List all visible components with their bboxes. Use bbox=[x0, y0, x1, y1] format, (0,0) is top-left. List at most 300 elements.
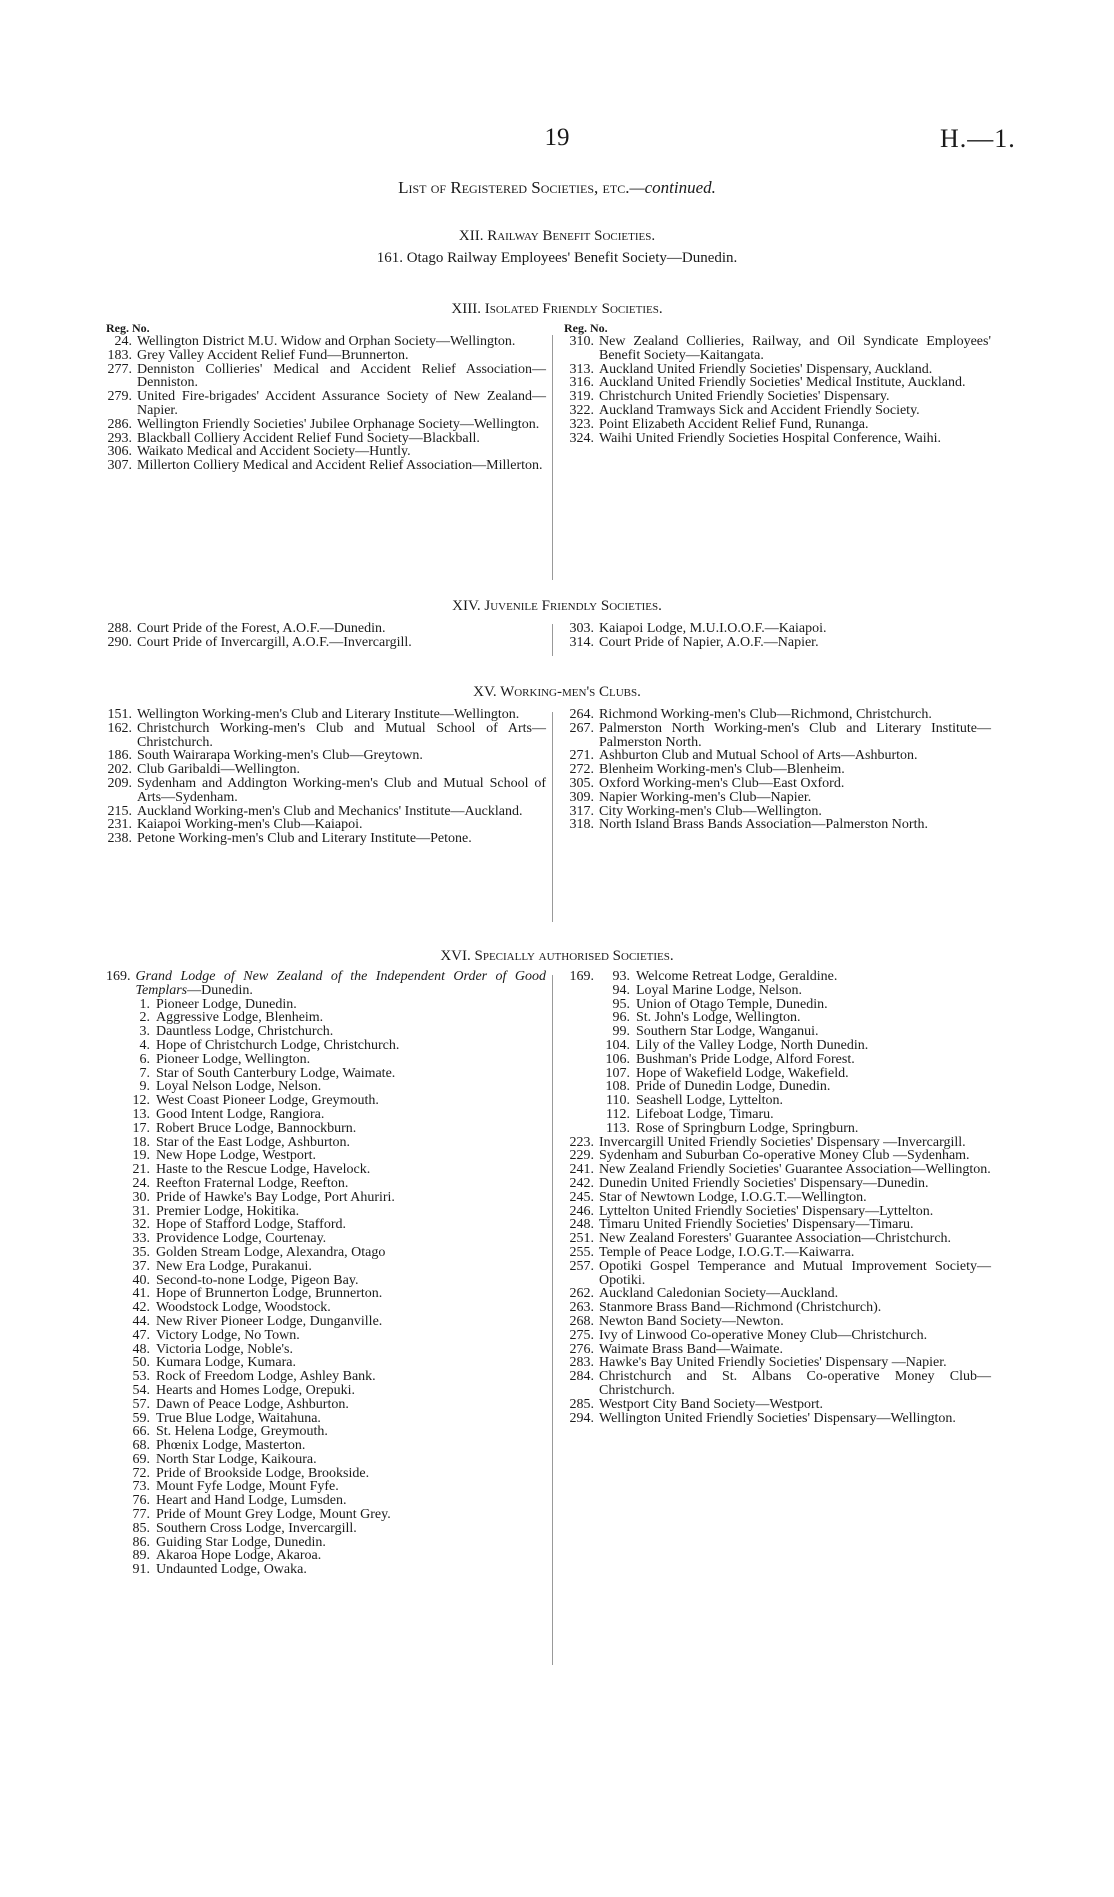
lodge-number: 112. bbox=[606, 1106, 630, 1122]
entry-text: Blackball Colliery Accident Relief Fund Society—Blackball. bbox=[137, 430, 480, 446]
lodge-number: 47. bbox=[132, 1327, 150, 1343]
list-item bbox=[564, 791, 991, 805]
lodge-number: 19. bbox=[132, 1148, 150, 1164]
list-item bbox=[564, 622, 991, 636]
lodge-number: 33. bbox=[132, 1231, 150, 1247]
list-item bbox=[564, 805, 991, 819]
list-item bbox=[564, 722, 991, 750]
special-left-column bbox=[106, 970, 546, 1577]
lodge-text: Undaunted Lodge, Owaka. bbox=[156, 1562, 307, 1578]
lodge-text: Aggressive Lodge, Blenheim. bbox=[156, 1010, 324, 1026]
lodge-number: 93. bbox=[612, 969, 630, 984]
list-item bbox=[564, 1301, 991, 1315]
isolated-right-column bbox=[564, 322, 991, 445]
lodge-item bbox=[106, 1384, 546, 1398]
list-item bbox=[564, 1205, 991, 1219]
lodge-item bbox=[106, 1246, 546, 1260]
lodge-item bbox=[106, 1025, 546, 1039]
lodge-text: Union of Otago Temple, Dunedin. bbox=[636, 996, 828, 1012]
entry-number: 283. bbox=[569, 1355, 594, 1371]
lodge-number: 21. bbox=[132, 1162, 150, 1178]
lodge-item bbox=[106, 1356, 546, 1370]
lodge-number: 41. bbox=[132, 1286, 150, 1302]
isolated-left-column bbox=[106, 322, 546, 473]
entry-text: Christchurch United Friendly Societies' Dispensary. bbox=[599, 389, 890, 405]
lodge-number: 37. bbox=[132, 1258, 150, 1274]
lodge-number: 89. bbox=[132, 1548, 150, 1564]
entry-text: Ashburton Club and Mutual School of Arts—Ashburton. bbox=[599, 748, 918, 764]
entry-text: Timaru United Friendly Societies' Dispensary—Timaru. bbox=[599, 1217, 914, 1233]
lodge-number: 24. bbox=[132, 1175, 150, 1191]
lodge-item bbox=[106, 1343, 546, 1357]
lodge-text: Pride of Mount Grey Lodge, Mount Grey. bbox=[156, 1507, 391, 1523]
reg-no-label: Reg. No. bbox=[564, 321, 608, 335]
entry-text: Sydenham and Addington Working-men's Club and Mutual School of Arts—Sydenham. bbox=[137, 775, 546, 805]
indent-spacer bbox=[564, 984, 600, 998]
lodge-number: 18. bbox=[132, 1134, 150, 1150]
lodge-text: Pride of Brookside Lodge, Brookside. bbox=[156, 1465, 370, 1481]
entry-number: 231. bbox=[107, 817, 132, 833]
lodge-number: 108. bbox=[605, 1079, 630, 1095]
entry-text: New Zealand Foresters' Guarantee Association—Christchurch. bbox=[599, 1231, 952, 1247]
lodge-item bbox=[106, 1315, 546, 1329]
lodge-number: 94. bbox=[612, 982, 630, 998]
lodge-number: 9. bbox=[139, 1079, 150, 1095]
lodge-text: Kumara Lodge, Kumara. bbox=[156, 1355, 296, 1371]
juvenile-right-column bbox=[564, 622, 991, 650]
entry-number: 286. bbox=[107, 416, 132, 432]
list-item bbox=[564, 636, 991, 650]
lodge-text: Hope of Wakefield Lodge, Wakefield. bbox=[636, 1065, 849, 1081]
section-heading-workingmen: XV. Working-men's Clubs. bbox=[473, 684, 641, 700]
lodge-text: Star of the East Lodge, Ashburton. bbox=[156, 1134, 351, 1150]
entry-number: 255. bbox=[569, 1244, 594, 1260]
indent-spacer bbox=[564, 1025, 600, 1039]
lodge-number: 77. bbox=[132, 1507, 150, 1523]
lodge-text: Loyal Nelson Lodge, Nelson. bbox=[156, 1079, 322, 1095]
lodge-number: 35. bbox=[132, 1244, 150, 1260]
lodge-number: 69. bbox=[132, 1451, 150, 1467]
entry-number: 324. bbox=[569, 430, 594, 446]
entry-number: 306. bbox=[107, 444, 132, 460]
workingmen-left-column bbox=[106, 708, 546, 846]
lodge-item bbox=[106, 1067, 546, 1081]
lodge-number: 13. bbox=[132, 1106, 150, 1122]
lodge-text: Dawn of Peace Lodge, Ashburton. bbox=[156, 1396, 349, 1412]
entry-number: 186. bbox=[107, 748, 132, 764]
lodge-text: True Blue Lodge, Waitahuna. bbox=[156, 1410, 321, 1426]
entry-text: Palmerston North Working-men's Club and Literary Institute—Palmerston North. bbox=[599, 720, 991, 750]
list-item bbox=[564, 418, 991, 432]
entry-text: Point Elizabeth Accident Relief Fund, Runanga. bbox=[599, 416, 869, 432]
entry-text: Court Pride of Invercargill, A.O.F.—Invercargill. bbox=[137, 634, 412, 650]
entry-number: 262. bbox=[569, 1286, 594, 1302]
lodge-text: Lily of the Valley Lodge, North Dunedin. bbox=[636, 1037, 869, 1053]
list-item bbox=[564, 1260, 991, 1288]
lodge-item bbox=[106, 1094, 546, 1108]
entry-text: Kaiapoi Working-men's Club—Kaiapoi. bbox=[137, 817, 363, 833]
entry-number: 24. bbox=[114, 334, 132, 349]
indent-spacer bbox=[564, 1122, 600, 1136]
lodge-text: New River Pioneer Lodge, Dunganville. bbox=[156, 1313, 383, 1329]
entry-number: 238. bbox=[107, 831, 132, 847]
entry-text: Oxford Working-men's Club—East Oxford. bbox=[599, 775, 845, 791]
entry-number: 277. bbox=[107, 361, 132, 377]
special-left-lodges bbox=[106, 998, 546, 1577]
lodge-text: Victoria Lodge, Noble's. bbox=[156, 1341, 293, 1357]
entry-text: New Zealand Collieries, Railway, and Oil Syndicate Employees' Benefit Society—Kaitangata. bbox=[599, 334, 991, 363]
indent-spacer bbox=[564, 1053, 600, 1067]
entry-text: Hawke's Bay United Friendly Societies' Dispensary —Napier. bbox=[599, 1355, 947, 1371]
entry-text: Temple of Peace Lodge, I.O.G.T.—Kaiwarra. bbox=[599, 1244, 855, 1260]
indent-spacer bbox=[564, 1067, 600, 1081]
lodge-text: Guiding Star Lodge, Dunedin. bbox=[156, 1534, 326, 1550]
workingmen-right-column bbox=[564, 708, 991, 832]
entry-number: 309. bbox=[569, 789, 594, 805]
entry-number: 275. bbox=[569, 1327, 594, 1343]
isolated-left-list bbox=[106, 335, 546, 473]
lodge-number: 2. bbox=[139, 1010, 150, 1026]
lodge-text: Pride of Hawke's Bay Lodge, Port Ahuriri. bbox=[156, 1189, 395, 1205]
lodge-item bbox=[564, 1039, 991, 1053]
lodge-text: Good Intent Lodge, Rangiora. bbox=[156, 1106, 325, 1122]
entry-number: 310. bbox=[569, 334, 594, 349]
section-heading-railway: XII. Railway Benefit Societies. bbox=[458, 228, 656, 244]
lodge-item bbox=[564, 984, 991, 998]
entry-text: South Wairarapa Working-men's Club—Greytown. bbox=[137, 748, 423, 764]
entry-text: Westport City Band Society—Westport. bbox=[599, 1396, 824, 1412]
lodge-item bbox=[106, 1494, 546, 1508]
column-divider bbox=[552, 975, 553, 1665]
lodge-number: 104. bbox=[605, 1037, 630, 1053]
entry-number: 215. bbox=[107, 803, 132, 819]
list-item bbox=[106, 708, 546, 722]
lodge-text: Second-to-none Lodge, Pigeon Bay. bbox=[156, 1272, 359, 1288]
list-item bbox=[106, 749, 546, 763]
indent-spacer bbox=[564, 998, 600, 1012]
lodge-number: 68. bbox=[132, 1438, 150, 1454]
entry-text: City Working-men's Club—Wellington. bbox=[599, 803, 822, 819]
lodge-text: Akaroa Hope Lodge, Akaroa. bbox=[156, 1548, 322, 1564]
list-item bbox=[106, 418, 546, 432]
page-title bbox=[0, 178, 1114, 198]
entry-number: 169. bbox=[569, 969, 594, 984]
entry-text: Auckland Caledonian Society—Auckland. bbox=[599, 1286, 839, 1302]
lodge-item bbox=[106, 1287, 546, 1301]
entry-number: 284. bbox=[569, 1369, 594, 1385]
lodge-text: St. Helena Lodge, Greymouth. bbox=[156, 1424, 328, 1440]
list-item bbox=[564, 1149, 991, 1163]
special-right-column bbox=[564, 970, 991, 1425]
entry-text: Auckland Working-men's Club and Mechanics' Institute—Auckland. bbox=[137, 803, 523, 819]
entry-text: Christchurch Working-men's Club and Mutual School of Arts—Christchurch. bbox=[137, 720, 546, 750]
entry-text: Auckland United Friendly Societies' Medical Institute, Auckland. bbox=[599, 375, 966, 391]
lodge-number: 3. bbox=[139, 1024, 150, 1040]
entry-text: Grey Valley Accident Relief Fund—Brunnerton. bbox=[137, 347, 409, 363]
entry-text: Waikato Medical and Accident Society—Huntly. bbox=[137, 444, 411, 460]
lodge-number: 107. bbox=[605, 1065, 630, 1081]
list-item bbox=[564, 1370, 991, 1398]
lodge-item bbox=[106, 1260, 546, 1274]
entry-text: Auckland Tramways Sick and Accident Friendly Society. bbox=[599, 402, 920, 418]
lodge-text: West Coast Pioneer Lodge, Greymouth. bbox=[156, 1093, 379, 1109]
entry-number: 229. bbox=[569, 1148, 594, 1164]
entry-text: Star of Newtown Lodge, I.O.G.T.—Wellington. bbox=[599, 1189, 867, 1205]
lodge-item bbox=[564, 998, 991, 1012]
entry-number: 290. bbox=[107, 634, 132, 650]
entry-number: 307. bbox=[107, 458, 132, 474]
entry-text: Sydenham and Suburban Co-operative Money Club —Sydenham. bbox=[599, 1148, 970, 1164]
lodge-number: 99. bbox=[612, 1024, 630, 1040]
list-item bbox=[564, 1287, 991, 1301]
lodge-item bbox=[106, 1232, 546, 1246]
lodge-text: Hearts and Homes Lodge, Orepuki. bbox=[156, 1382, 356, 1398]
entry-number: 285. bbox=[569, 1396, 594, 1412]
juvenile-right-list bbox=[564, 622, 991, 650]
list-item bbox=[106, 622, 546, 636]
lodge-number: 96. bbox=[612, 1010, 630, 1026]
entry-text: Wellington Friendly Societies' Jubilee Orphanage Society—Wellington. bbox=[137, 416, 540, 432]
lodge-text: Victory Lodge, No Town. bbox=[156, 1327, 300, 1343]
lodge-text: Pride of Dunedin Lodge, Dunedin. bbox=[636, 1079, 831, 1095]
list-item bbox=[564, 1191, 991, 1205]
lodge-item bbox=[106, 1453, 546, 1467]
list-item bbox=[106, 363, 546, 391]
list-item bbox=[564, 1177, 991, 1191]
grand-lodge-name: Grand Lodge of New Zealand of the Independent Order of Good Templars bbox=[135, 969, 546, 998]
entry-text: North Island Brass Bands Association—Palmerston North. bbox=[599, 817, 928, 833]
lodge-number: 30. bbox=[132, 1189, 150, 1205]
lodge-text: Hope of Brunnerton Lodge, Brunnerton. bbox=[156, 1286, 383, 1302]
lodge-text: Providence Lodge, Courtenay. bbox=[156, 1231, 327, 1247]
list-item bbox=[564, 777, 991, 791]
lodge-number: 86. bbox=[132, 1534, 150, 1550]
entry-text: Stanmore Brass Band—Richmond (Christchurch). bbox=[599, 1300, 882, 1316]
document-code: H.—1. bbox=[940, 124, 1016, 153]
entry-text: Club Garibaldi—Wellington. bbox=[137, 762, 300, 778]
lodge-text: Reefton Fraternal Lodge, Reefton. bbox=[156, 1175, 349, 1191]
entry-number: 169. bbox=[106, 969, 131, 984]
lodge-item bbox=[106, 1480, 546, 1494]
lodge-text: Southern Star Lodge, Wanganui. bbox=[636, 1024, 819, 1040]
entry-text: New Zealand Friendly Societies' Guarantee Association—Wellington. bbox=[599, 1162, 991, 1178]
entry-number: 314. bbox=[569, 634, 594, 650]
entry-number: 271. bbox=[569, 748, 594, 764]
lodge-item bbox=[564, 1108, 991, 1122]
lodge-item bbox=[564, 1053, 991, 1067]
indent-spacer bbox=[564, 1108, 600, 1122]
entry-text: United Fire-brigades' Accident Assurance Society of New Zealand—Napier. bbox=[137, 389, 546, 418]
list-item bbox=[564, 1163, 991, 1177]
lodge-text: St. John's Lodge, Wellington. bbox=[636, 1010, 801, 1026]
column-divider bbox=[552, 712, 553, 922]
lodge-item bbox=[106, 1039, 546, 1053]
list-item bbox=[564, 1246, 991, 1260]
workingmen-left-list bbox=[106, 708, 546, 846]
entry-text: Newton Band Society—Newton. bbox=[599, 1313, 784, 1329]
grand-lodge-suffix: —Dunedin. bbox=[187, 982, 253, 998]
special-right-lodges bbox=[564, 970, 991, 1136]
list-item bbox=[564, 1218, 991, 1232]
lodge-text: Mount Fyfe Lodge, Mount Fyfe. bbox=[156, 1479, 339, 1495]
list-item bbox=[106, 805, 546, 819]
list-item bbox=[564, 708, 991, 722]
entry-text: Richmond Working-men's Club—Richmond, Christchurch. bbox=[599, 707, 932, 722]
title-text: List of Registered Societies, etc. bbox=[398, 178, 630, 197]
section-heading-isolated: XIII. Isolated Friendly Societies. bbox=[451, 301, 663, 317]
list-item bbox=[564, 1398, 991, 1412]
lodge-number: 44. bbox=[132, 1313, 150, 1329]
lodge-number: 4. bbox=[139, 1037, 150, 1053]
entry-text: Lyttelton United Friendly Societies' Dispensary—Lyttelton. bbox=[599, 1203, 934, 1219]
lodge-item bbox=[106, 1205, 546, 1219]
lodge-text: Premier Lodge, Hokitika. bbox=[156, 1203, 300, 1219]
entry-number: 318. bbox=[569, 817, 594, 833]
list-item bbox=[106, 390, 546, 418]
entry-number: 323. bbox=[569, 416, 594, 432]
lodge-text: Bushman's Pride Lodge, Alford Forest. bbox=[636, 1051, 855, 1067]
lodge-number: 50. bbox=[132, 1355, 150, 1371]
page-number: 19 bbox=[544, 124, 570, 151]
lodge-item bbox=[106, 1508, 546, 1522]
entry-text: Wellington United Friendly Societies' Dispensary—Wellington. bbox=[599, 1410, 956, 1426]
list-item bbox=[106, 349, 546, 363]
lodge-number: 12. bbox=[132, 1093, 150, 1109]
entry-text: Denniston Collieries' Medical and Accident Relief Association—Denniston. bbox=[137, 361, 546, 391]
list-item bbox=[564, 376, 991, 390]
lodge-item bbox=[106, 998, 546, 1012]
entry-number: 293. bbox=[107, 430, 132, 446]
list-item bbox=[106, 335, 546, 349]
lodge-number: 7. bbox=[139, 1065, 150, 1081]
list-item bbox=[564, 335, 991, 363]
list-item bbox=[106, 818, 546, 832]
lodge-item bbox=[106, 1301, 546, 1315]
entry-text: Dunedin United Friendly Societies' Dispensary—Dunedin. bbox=[599, 1175, 929, 1191]
list-item bbox=[106, 445, 546, 459]
entry-text bbox=[136, 970, 547, 998]
reg-no-label: Reg. No. bbox=[106, 321, 150, 335]
entry-number: 245. bbox=[569, 1189, 594, 1205]
lodge-item bbox=[106, 1549, 546, 1563]
entry-number: 246. bbox=[569, 1203, 594, 1219]
entry-number: 294. bbox=[569, 1410, 594, 1426]
lodge-item bbox=[106, 1398, 546, 1412]
lodge-item bbox=[106, 1425, 546, 1439]
list-item bbox=[106, 722, 546, 750]
list-item bbox=[106, 832, 546, 846]
entry-number: 268. bbox=[569, 1313, 594, 1329]
entry-number: 322. bbox=[569, 402, 594, 418]
lodge-text: Pioneer Lodge, Dunedin. bbox=[156, 996, 297, 1012]
entry-number: 209. bbox=[107, 775, 132, 791]
lodge-number: 6. bbox=[139, 1051, 150, 1067]
list-item bbox=[106, 459, 546, 473]
lodge-item bbox=[106, 1412, 546, 1426]
list-item bbox=[564, 363, 991, 377]
entry-text: Wellington District M.U. Widow and Orphan Society—Wellington. bbox=[137, 334, 516, 349]
lodge-number: 54. bbox=[132, 1382, 150, 1398]
entry-number: 279. bbox=[107, 389, 132, 405]
workingmen-right-list bbox=[564, 708, 991, 832]
list-item bbox=[564, 1356, 991, 1370]
list-item bbox=[564, 390, 991, 404]
entry-number: 241. bbox=[569, 1162, 594, 1178]
lodge-text: Loyal Marine Lodge, Nelson. bbox=[636, 982, 803, 998]
lodge-item bbox=[106, 1370, 546, 1384]
lodge-item bbox=[106, 1274, 546, 1288]
list-item bbox=[564, 432, 991, 446]
entry-number: 267. bbox=[569, 720, 594, 736]
entry-number: 242. bbox=[569, 1175, 594, 1191]
lodge-item bbox=[106, 1163, 546, 1177]
section-heading-juvenile: XIV. Juvenile Friendly Societies. bbox=[452, 598, 662, 614]
lodge-number: 110. bbox=[606, 1093, 630, 1109]
entry-number: 317. bbox=[569, 803, 594, 819]
lodge-text: Star of South Canterbury Lodge, Waimate. bbox=[156, 1065, 396, 1081]
special-right-list bbox=[564, 1136, 991, 1426]
juvenile-left-list bbox=[106, 622, 546, 650]
lodge-item bbox=[564, 1094, 991, 1108]
lodge-text: Welcome Retreat Lodge, Geraldine. bbox=[636, 969, 838, 984]
entry-number: 223. bbox=[569, 1134, 594, 1150]
entry-text: Court Pride of the Forest, A.O.F.—Dunedin. bbox=[137, 621, 386, 636]
entry-number: 263. bbox=[569, 1300, 594, 1316]
lodge-item bbox=[564, 1122, 991, 1136]
lodge-item bbox=[106, 1218, 546, 1232]
entry-text: Petone Working-men's Club and Literary Institute—Petone. bbox=[137, 831, 472, 847]
lodge-item bbox=[106, 1177, 546, 1191]
lodge-item bbox=[106, 1080, 546, 1094]
lodge-number: 72. bbox=[132, 1465, 150, 1481]
lodge-item bbox=[564, 1011, 991, 1025]
lodge-text: Robert Bruce Lodge, Bannockburn. bbox=[156, 1120, 357, 1136]
entry-number: 319. bbox=[569, 389, 594, 405]
entry-text: Blenheim Working-men's Club—Blenheim. bbox=[599, 762, 845, 778]
list-item bbox=[564, 1412, 991, 1426]
entry-number: 251. bbox=[569, 1231, 594, 1247]
lodge-number: 31. bbox=[132, 1203, 150, 1219]
entry-text: Wellington Working-men's Club and Literary Institute—Wellington. bbox=[137, 707, 520, 722]
lodge-number: 42. bbox=[132, 1300, 150, 1316]
lodge-number: 91. bbox=[132, 1562, 150, 1578]
lodge-number: 17. bbox=[132, 1120, 150, 1136]
lodge-number: 57. bbox=[132, 1396, 150, 1412]
lodge-text: Heart and Hand Lodge, Lumsden. bbox=[156, 1493, 347, 1509]
lodge-number: 95. bbox=[612, 996, 630, 1012]
entry-number: 303. bbox=[569, 621, 594, 636]
lodge-text: Phœnix Lodge, Masterton. bbox=[156, 1438, 306, 1454]
list-item bbox=[564, 818, 991, 832]
entry-text: Kaiapoi Lodge, M.U.I.O.O.F.—Kaiapoi. bbox=[599, 621, 827, 636]
lodge-item bbox=[106, 1522, 546, 1536]
lodge-text: Rose of Springburn Lodge, Springburn. bbox=[636, 1120, 859, 1136]
entry-text: Waimate Brass Band—Waimate. bbox=[599, 1341, 783, 1357]
lodge-item bbox=[106, 1563, 546, 1577]
entry-number: 248. bbox=[569, 1217, 594, 1233]
indent-spacer bbox=[564, 1094, 600, 1108]
entry-number: 313. bbox=[569, 361, 594, 377]
lodge-number: 40. bbox=[132, 1272, 150, 1288]
lodge-item bbox=[564, 1025, 991, 1039]
list-item bbox=[106, 432, 546, 446]
lodge-item bbox=[564, 970, 991, 984]
column-divider bbox=[552, 335, 553, 580]
entry-text: Opotiki Gospel Temperance and Mutual Improvement Society—Opotiki. bbox=[599, 1258, 991, 1288]
lodge-text: Seashell Lodge, Lyttelton. bbox=[636, 1093, 783, 1109]
entry-text: Auckland United Friendly Societies' Dispensary, Auckland. bbox=[599, 361, 933, 377]
lodge-item bbox=[106, 1011, 546, 1025]
